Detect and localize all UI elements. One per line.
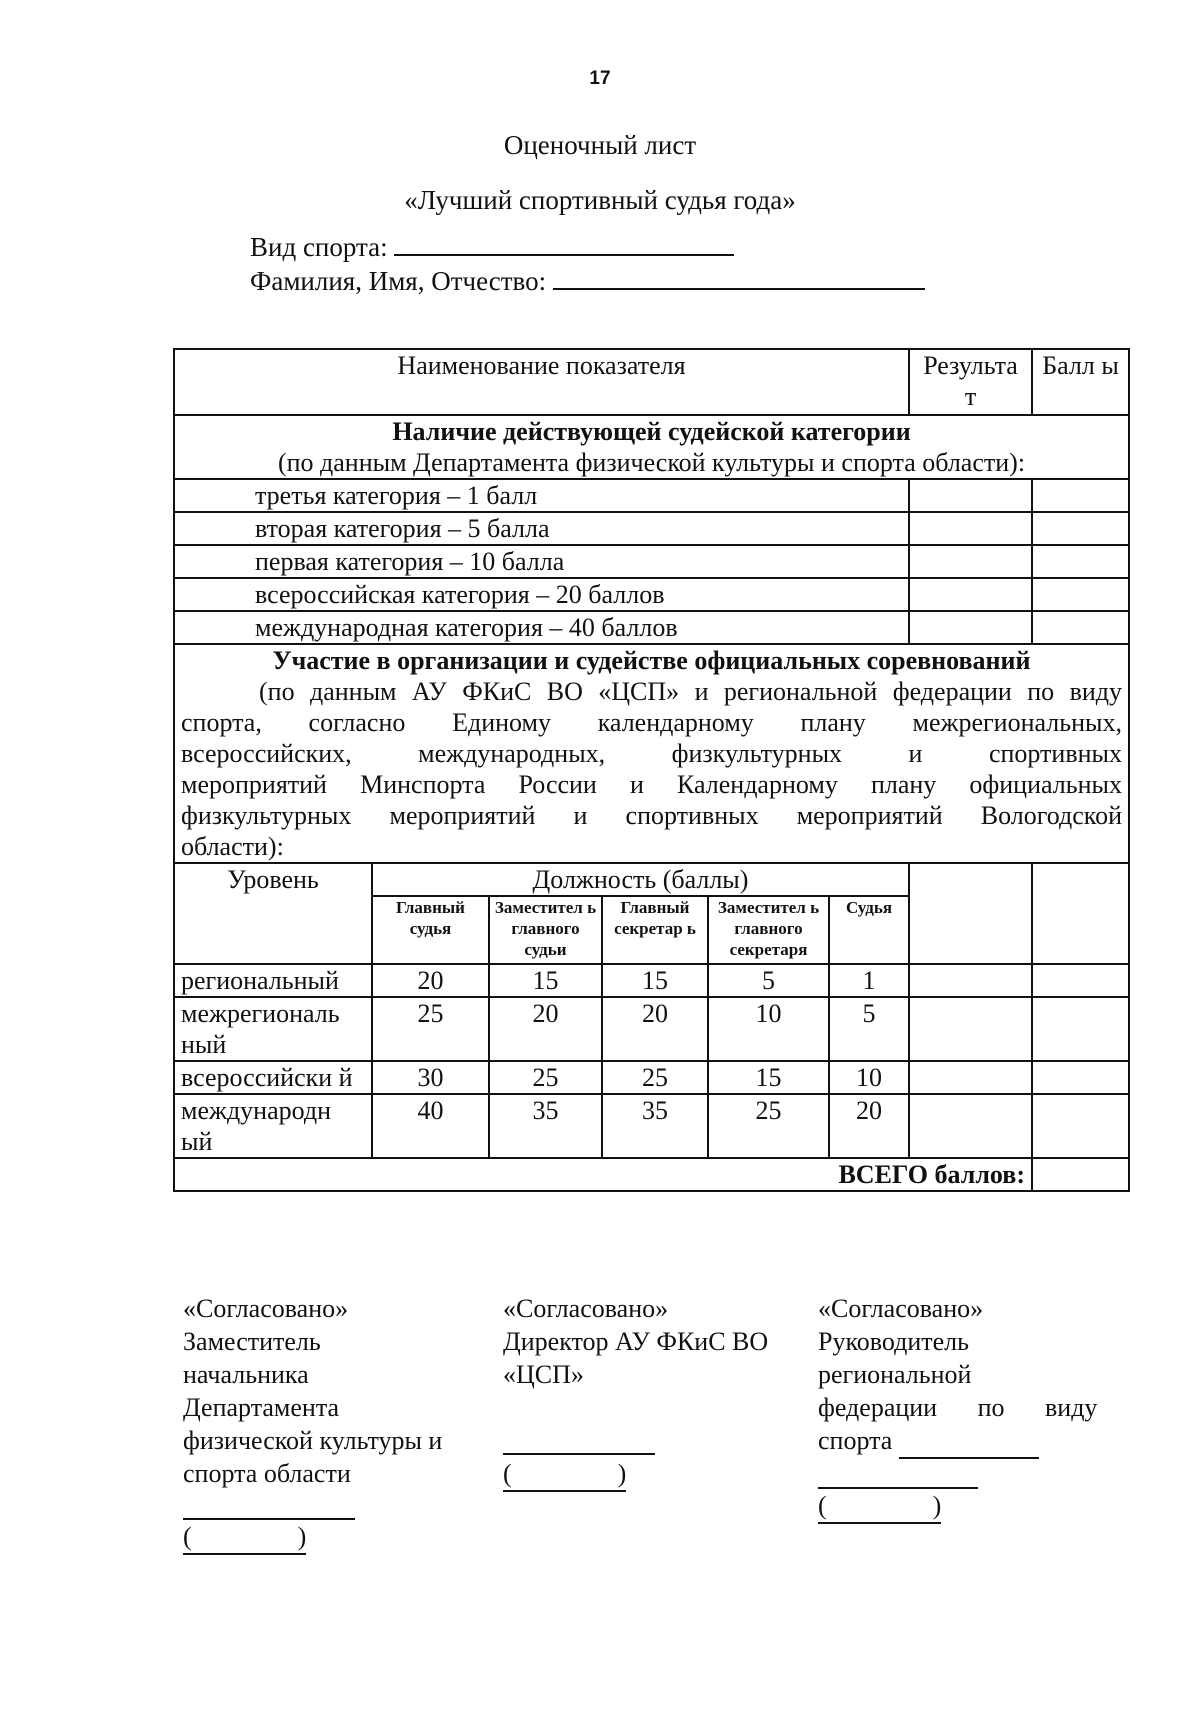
signer-line: Департамента bbox=[183, 1393, 340, 1422]
section2-line: спорта, согласно Единому календарному плану межрегиональных, bbox=[181, 708, 1122, 737]
level-label: всероссийски й bbox=[174, 1061, 372, 1094]
section1-header bbox=[174, 415, 1129, 479]
level-label: межрегиональ ный bbox=[174, 997, 372, 1061]
value-cell: 10 bbox=[708, 997, 829, 1061]
table-row bbox=[174, 578, 1129, 611]
position-deputy-chief-judge: Заместител ь главного судьи bbox=[489, 896, 602, 964]
name-parenthesis[interactable]: ( ) bbox=[818, 1489, 941, 1524]
section2-header bbox=[174, 644, 1129, 863]
category-label: первая категория – 10 балла bbox=[174, 545, 909, 578]
signature-line[interactable] bbox=[183, 1490, 355, 1520]
position-judge: Судья bbox=[829, 896, 909, 964]
signer-line: региональной bbox=[818, 1360, 972, 1389]
section1-subtitle: (по данным Департамента физической культуры и спорта области): bbox=[277, 448, 1026, 477]
agreed-label: «Согласовано» bbox=[818, 1294, 984, 1323]
value-cell: 30 bbox=[372, 1061, 489, 1094]
value-cell: 25 bbox=[708, 1094, 829, 1158]
section2-line: мероприятий Минспорта России и Календарному плану официальных bbox=[181, 770, 1122, 799]
score-cell[interactable] bbox=[1032, 1061, 1129, 1094]
table-row bbox=[174, 545, 1129, 578]
section2-line: физкультурных мероприятий и спортивных мероприятий Вологодской bbox=[181, 801, 1122, 830]
value-cell: 20 bbox=[829, 1094, 909, 1158]
signature-line[interactable] bbox=[818, 1459, 978, 1489]
agreed-label: «Согласовано» bbox=[503, 1294, 669, 1323]
level-label: международн ый bbox=[174, 1094, 372, 1158]
signature-line[interactable] bbox=[503, 1391, 655, 1455]
value-cell: 35 bbox=[602, 1094, 708, 1158]
sport-label: Вид спорта: bbox=[250, 232, 388, 262]
result-cell[interactable] bbox=[909, 863, 1032, 964]
value-cell: 10 bbox=[829, 1061, 909, 1094]
header-name: Наименование показателя bbox=[174, 349, 909, 415]
value-cell: 20 bbox=[602, 997, 708, 1061]
result-cell[interactable] bbox=[909, 479, 1032, 512]
signature-line[interactable] bbox=[899, 1424, 1039, 1459]
score-cell[interactable] bbox=[1032, 512, 1129, 545]
signer-line: Руководитель bbox=[818, 1327, 969, 1356]
position-chief-judge: Главный судья bbox=[372, 896, 489, 964]
result-cell[interactable] bbox=[909, 512, 1032, 545]
score-cell[interactable] bbox=[1032, 964, 1129, 997]
result-cell[interactable] bbox=[909, 578, 1032, 611]
value-cell: 25 bbox=[372, 997, 489, 1061]
section1-title: Наличие действующей судейской категории bbox=[392, 417, 911, 446]
section2-line: (по данным АУ ФКиС ВО «ЦСП» и региональной федерации по виду bbox=[259, 677, 1122, 706]
position-header: Должность (баллы) bbox=[372, 863, 909, 896]
category-label: всероссийская категория – 20 баллов bbox=[174, 578, 909, 611]
value-cell: 15 bbox=[708, 1061, 829, 1094]
score-cell[interactable] bbox=[1032, 479, 1129, 512]
agreed-label: «Согласовано» bbox=[183, 1294, 349, 1323]
result-cell[interactable] bbox=[909, 1061, 1032, 1094]
section2-line: всероссийских, международных, физкультурных и спортивных bbox=[181, 739, 1122, 768]
table-row bbox=[174, 1061, 1129, 1094]
score-cell[interactable] bbox=[1032, 863, 1129, 964]
section2-title: Участие в организации и судействе официальных соревнований bbox=[272, 646, 1031, 675]
signer-line: федерации по виду bbox=[818, 1393, 1098, 1422]
value-cell: 15 bbox=[489, 964, 602, 997]
category-label: международная категория – 40 баллов bbox=[174, 611, 909, 644]
header-score: Балл ы bbox=[1032, 349, 1129, 415]
table-row bbox=[174, 512, 1129, 545]
name-parenthesis[interactable]: ( ) bbox=[183, 1520, 306, 1555]
position-header-row bbox=[174, 863, 1129, 896]
value-cell: 20 bbox=[372, 964, 489, 997]
value-cell: 1 bbox=[829, 964, 909, 997]
page-number: 17 bbox=[589, 68, 611, 89]
signer-line: спорта области bbox=[183, 1459, 351, 1488]
score-cell[interactable] bbox=[1032, 1094, 1129, 1158]
signer-line: спорта bbox=[818, 1426, 893, 1455]
position-deputy-chief-secretary: Заместител ь главного секретаря bbox=[708, 896, 829, 964]
score-cell[interactable] bbox=[1032, 578, 1129, 611]
value-cell: 25 bbox=[489, 1061, 602, 1094]
total-cell[interactable] bbox=[1032, 1158, 1129, 1191]
category-label: вторая категория – 5 балла bbox=[174, 512, 909, 545]
table-header-row bbox=[174, 349, 1129, 415]
section2-line: области): bbox=[181, 832, 284, 861]
document-title: Оценочный лист bbox=[503, 130, 697, 160]
header-result: Результа т bbox=[909, 349, 1032, 415]
signer-line: начальника bbox=[183, 1360, 309, 1389]
signer-line: Заместитель bbox=[183, 1327, 321, 1356]
score-cell[interactable] bbox=[1032, 997, 1129, 1061]
result-cell[interactable] bbox=[909, 964, 1032, 997]
value-cell: 5 bbox=[708, 964, 829, 997]
table-row bbox=[174, 997, 1129, 1061]
category-label: третья категория – 1 балл bbox=[174, 479, 909, 512]
score-cell[interactable] bbox=[1032, 545, 1129, 578]
score-cell[interactable] bbox=[1032, 611, 1129, 644]
evaluation-table bbox=[173, 348, 1130, 1192]
sport-field bbox=[250, 232, 734, 263]
result-cell[interactable] bbox=[909, 1094, 1032, 1158]
value-cell: 35 bbox=[489, 1094, 602, 1158]
fio-blank[interactable] bbox=[553, 287, 925, 290]
signer-line: физической культуры и bbox=[183, 1426, 443, 1455]
signer-line: «ЦСП» bbox=[503, 1360, 584, 1389]
fio-label: Фамилия, Имя, Отчество: bbox=[250, 266, 547, 296]
result-cell[interactable] bbox=[909, 611, 1032, 644]
name-parenthesis[interactable]: ( ) bbox=[503, 1457, 626, 1492]
total-label: ВСЕГО баллов: bbox=[174, 1158, 1032, 1191]
value-cell: 20 bbox=[489, 997, 602, 1061]
table-row bbox=[174, 1094, 1129, 1158]
signature-block-2 bbox=[503, 1292, 823, 1492]
signature-block-1 bbox=[183, 1292, 483, 1555]
document-subtitle: «Лучший спортивный судья года» bbox=[404, 185, 796, 215]
result-cell[interactable] bbox=[909, 545, 1032, 578]
table-row bbox=[174, 611, 1129, 644]
value-cell: 40 bbox=[372, 1094, 489, 1158]
value-cell: 15 bbox=[602, 964, 708, 997]
table-row bbox=[174, 479, 1129, 512]
level-header: Уровень bbox=[174, 863, 372, 964]
signature-block-3 bbox=[818, 1292, 1118, 1524]
signer-line: Директор АУ ФКиС ВО bbox=[503, 1327, 769, 1356]
fio-field bbox=[250, 266, 925, 297]
value-cell: 5 bbox=[829, 997, 909, 1061]
total-row bbox=[174, 1158, 1129, 1191]
result-cell[interactable] bbox=[909, 997, 1032, 1061]
value-cell: 25 bbox=[602, 1061, 708, 1094]
position-chief-secretary: Главный секретар ь bbox=[602, 896, 708, 964]
sport-blank[interactable] bbox=[394, 253, 734, 256]
table-row bbox=[174, 964, 1129, 997]
level-label: региональный bbox=[174, 964, 372, 997]
